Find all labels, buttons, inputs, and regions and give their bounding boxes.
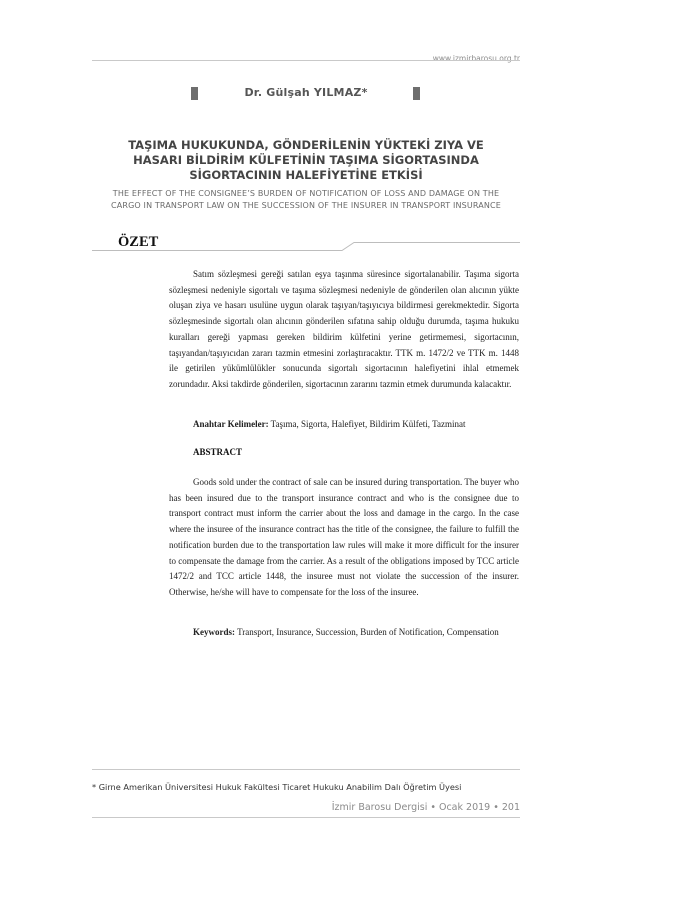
anahtar-kelimeler bbox=[169, 417, 519, 433]
site-url: www.izmirbarosu.org.tr bbox=[432, 54, 520, 63]
title-turkish bbox=[92, 138, 520, 183]
title-en-line: THE EFFECT OF THE CONSIGNEE’S BURDEN OF NOTIFICATION OF LOSS AND DAMAGE ON THE bbox=[112, 189, 500, 198]
ozet-body bbox=[169, 267, 519, 393]
header-rule bbox=[92, 60, 520, 61]
title-tr-line: SİGORTACININ HALEFİYETİNE ETKİSİ bbox=[189, 168, 423, 182]
keywords-label: Keywords: bbox=[193, 627, 235, 637]
ozet-heading: ÖZET bbox=[118, 234, 159, 250]
page-number: 201 bbox=[501, 802, 520, 813]
title-tr-line: TAŞIMA HUKUKUNDA, GÖNDERİLENİN YÜKTEKİ ZIYA VE bbox=[128, 138, 484, 152]
anahtar-values: Taşıma, Sigorta, Halefiyet, Bildirim Külfeti, Tazminat bbox=[270, 419, 466, 429]
author-line bbox=[92, 86, 520, 102]
author-right-marker bbox=[413, 87, 420, 100]
footnote: * Girne Amerikan Üniversitesi Hukuk Fakültesi Ticaret Hukuku Anabilim Dalı Öğretim Üyesi bbox=[92, 782, 462, 792]
author-name: Dr. Gülşah YILMAZ* bbox=[244, 86, 368, 99]
title-english bbox=[92, 188, 520, 212]
abstract-body bbox=[169, 475, 519, 601]
page-footer bbox=[332, 802, 520, 813]
abstract-paragraph: Goods sold under the contract of sale can be insured during transportation. The buyer who has been insured due to the transport insurance contract and who is the consignee due to transport contract must inform the carrier about the loss and damage in the cargo. In the case where the insuree of the insurance contract has the title of the consignee, the failure to fulfill the notification burden due to the transportation law rules will make it more difficult for the insurer to compensate the damage from the carrier. As a result of the obligations imposed by TCC article 1472/2 and TCC article 1448, the insuree must not violate the succession of the insurer. Otherwise, he/she will have to compensate for the loss of the insuree. bbox=[169, 477, 519, 597]
anahtar-label: Anahtar Kelimeler: bbox=[193, 419, 269, 429]
footer-rule bbox=[92, 817, 520, 818]
keywords-values: Transport, Insurance, Succession, Burden of Notification, Compensation bbox=[237, 627, 499, 637]
title-en-line: CARGO IN TRANSPORT LAW ON THE SUCCESSION OF THE INSURER IN TRANSPORT INSURANCE bbox=[111, 201, 501, 210]
keywords bbox=[169, 625, 519, 641]
section-rule bbox=[92, 240, 522, 254]
ozet-paragraph: Satım sözleşmesi gereği satılan eşya taşınma süresince sigortalanabilir. Taşıma sigorta sözleşmesi nedeniyle sigortalı ve taşıma sözleşmesi nedeniyle de gönderilen olan alıcının yükte oluşan ziya ve hasarı usulüne uygun olarak taşıyan/taşıyıcıya bildirmesi gerekmektedir. Sigorta sözleşmesinde sigortalı olan alıcının gönderilen sıfatına sahip olduğu durumda, taşıma hukuku kuralları gereği yapması gereken bildirim külfetini yerine getirmemesi, sigortacının, taşıyandan/taşıyıcıdan zararı tazmin etmesini zorlaştıracaktır. TTK m. 1472/2 ve TTK m. 1448 ile getirilen yükümlülükler sonucunda sigortalı sigortacının halefiyetini ihlal etmemek zorundadır. Aksi takdirde gönderilen, sigortacının zararını tazmin etmek durumunda kalacaktır. bbox=[169, 269, 519, 389]
journal-name: İzmir Barosu Dergisi • Ocak 2019 • bbox=[331, 802, 499, 813]
footnote-rule bbox=[92, 769, 520, 770]
abstract-heading: ABSTRACT bbox=[193, 447, 243, 457]
title-tr-line: HASARI BİLDİRİM KÜLFETİNİN TAŞIMA SİGORTASINDA bbox=[133, 153, 479, 167]
